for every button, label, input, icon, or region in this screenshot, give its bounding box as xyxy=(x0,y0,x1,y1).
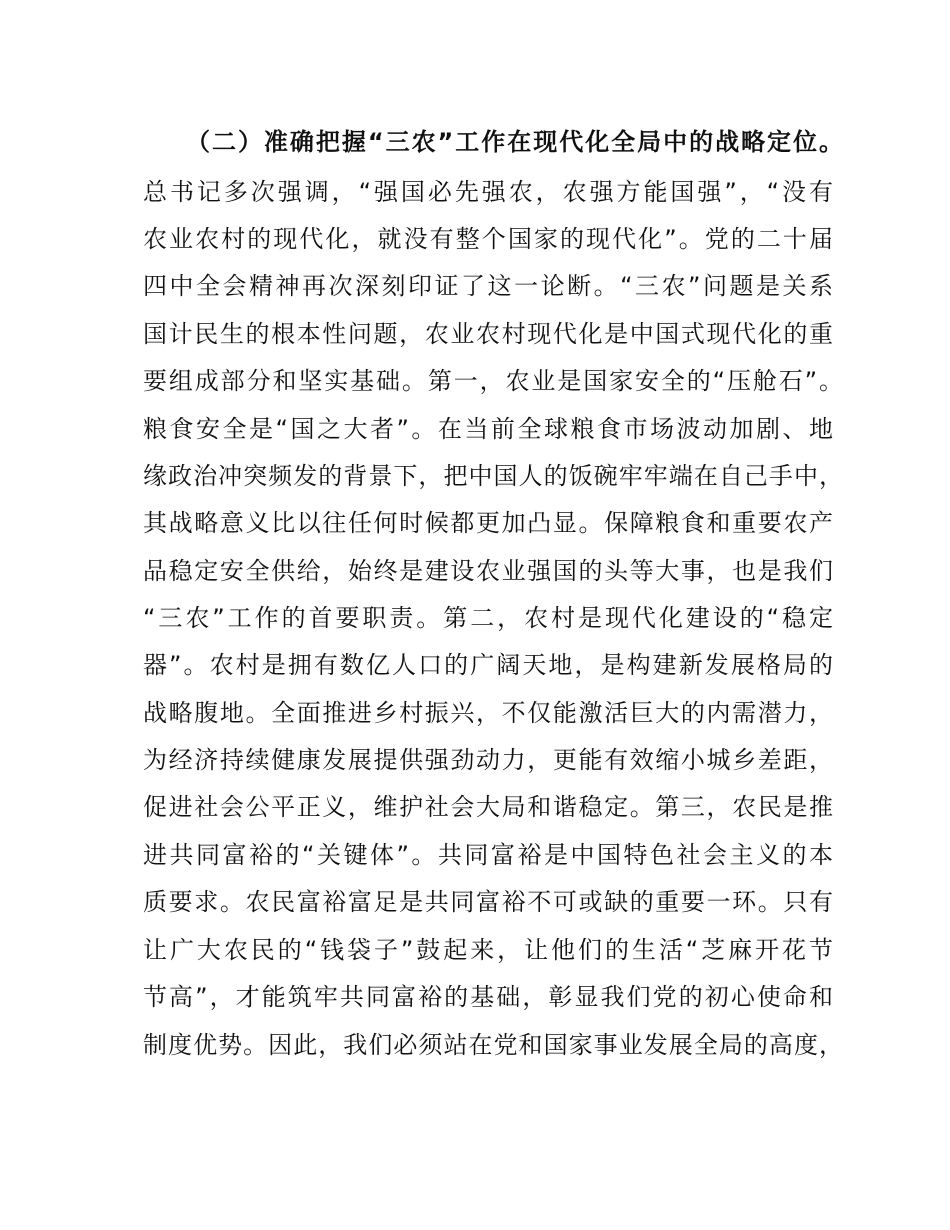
paragraph-line: 农业农村的现代化，就没有整个国家的现代化”。党的二十届 xyxy=(143,225,833,253)
paragraph-line: 要组成部分和坚实基础。第一，农业是国家安全的“压舱石”。 xyxy=(143,367,843,395)
paragraph-line: 节高”，才能筑牢共同富裕的基础，彰显我们党的初心使命和 xyxy=(143,983,833,1011)
paragraph-line: 品稳定安全供给，始终是建设农业强国的头等大事，也是我们 xyxy=(143,557,833,585)
paragraph-line: 国计民生的根本性问题，农业农村现代化是中国式现代化的重 xyxy=(143,320,833,348)
paragraph-line: 进共同富裕的“关键体”。共同富裕是中国特色社会主义的本 xyxy=(143,841,833,869)
paragraph-line: 缘政治冲突频发的背景下，把中国人的饭碗牢牢端在自己手中， xyxy=(143,462,843,490)
paragraph-line: 制度优势。因此，我们必须站在党和国家事业发展全局的高度， xyxy=(143,1031,843,1059)
paragraph-line: 四中全会精神再次深刻印证了这一论断。“三农”问题是关系 xyxy=(143,272,833,300)
paragraph-line: 战略腹地。全面推进乡村振兴，不仅能激活巨大的内需潜力， xyxy=(143,699,833,727)
paragraph-line: 质要求。农民富裕富足是共同富裕不可或缺的重要一环。只有 xyxy=(143,888,833,916)
paragraph-line: 让广大农民的“钱袋子”鼓起来，让他们的生活“芝麻开花节 xyxy=(143,936,833,964)
paragraph-line: “三农”工作的首要职责。第二，农村是现代化建设的“稳定 xyxy=(143,604,833,632)
section-heading: （二）准确把握“三农”工作在现代化全局中的战略定位。 xyxy=(186,128,843,156)
paragraph-line: 器”。农村是拥有数亿人口的广阔天地，是构建新发展格局的 xyxy=(143,651,833,679)
paragraph-line: 粮食安全是“国之大者”。在当前全球粮食市场波动加剧、地 xyxy=(143,415,833,443)
paragraph-line: 促进社会公平正义，维护社会大局和谐稳定。第三，农民是推 xyxy=(143,793,833,821)
paragraph-line: 总书记多次强调，“强国必先强农，农强方能国强”，“没有 xyxy=(143,178,833,206)
paragraph-line: 为经济持续健康发展提供强劲动力，更能有效缩小城乡差距， xyxy=(143,746,833,774)
paragraph-line: 其战略意义比以往任何时候都更加凸显。保障粮食和重要农产 xyxy=(143,509,833,537)
